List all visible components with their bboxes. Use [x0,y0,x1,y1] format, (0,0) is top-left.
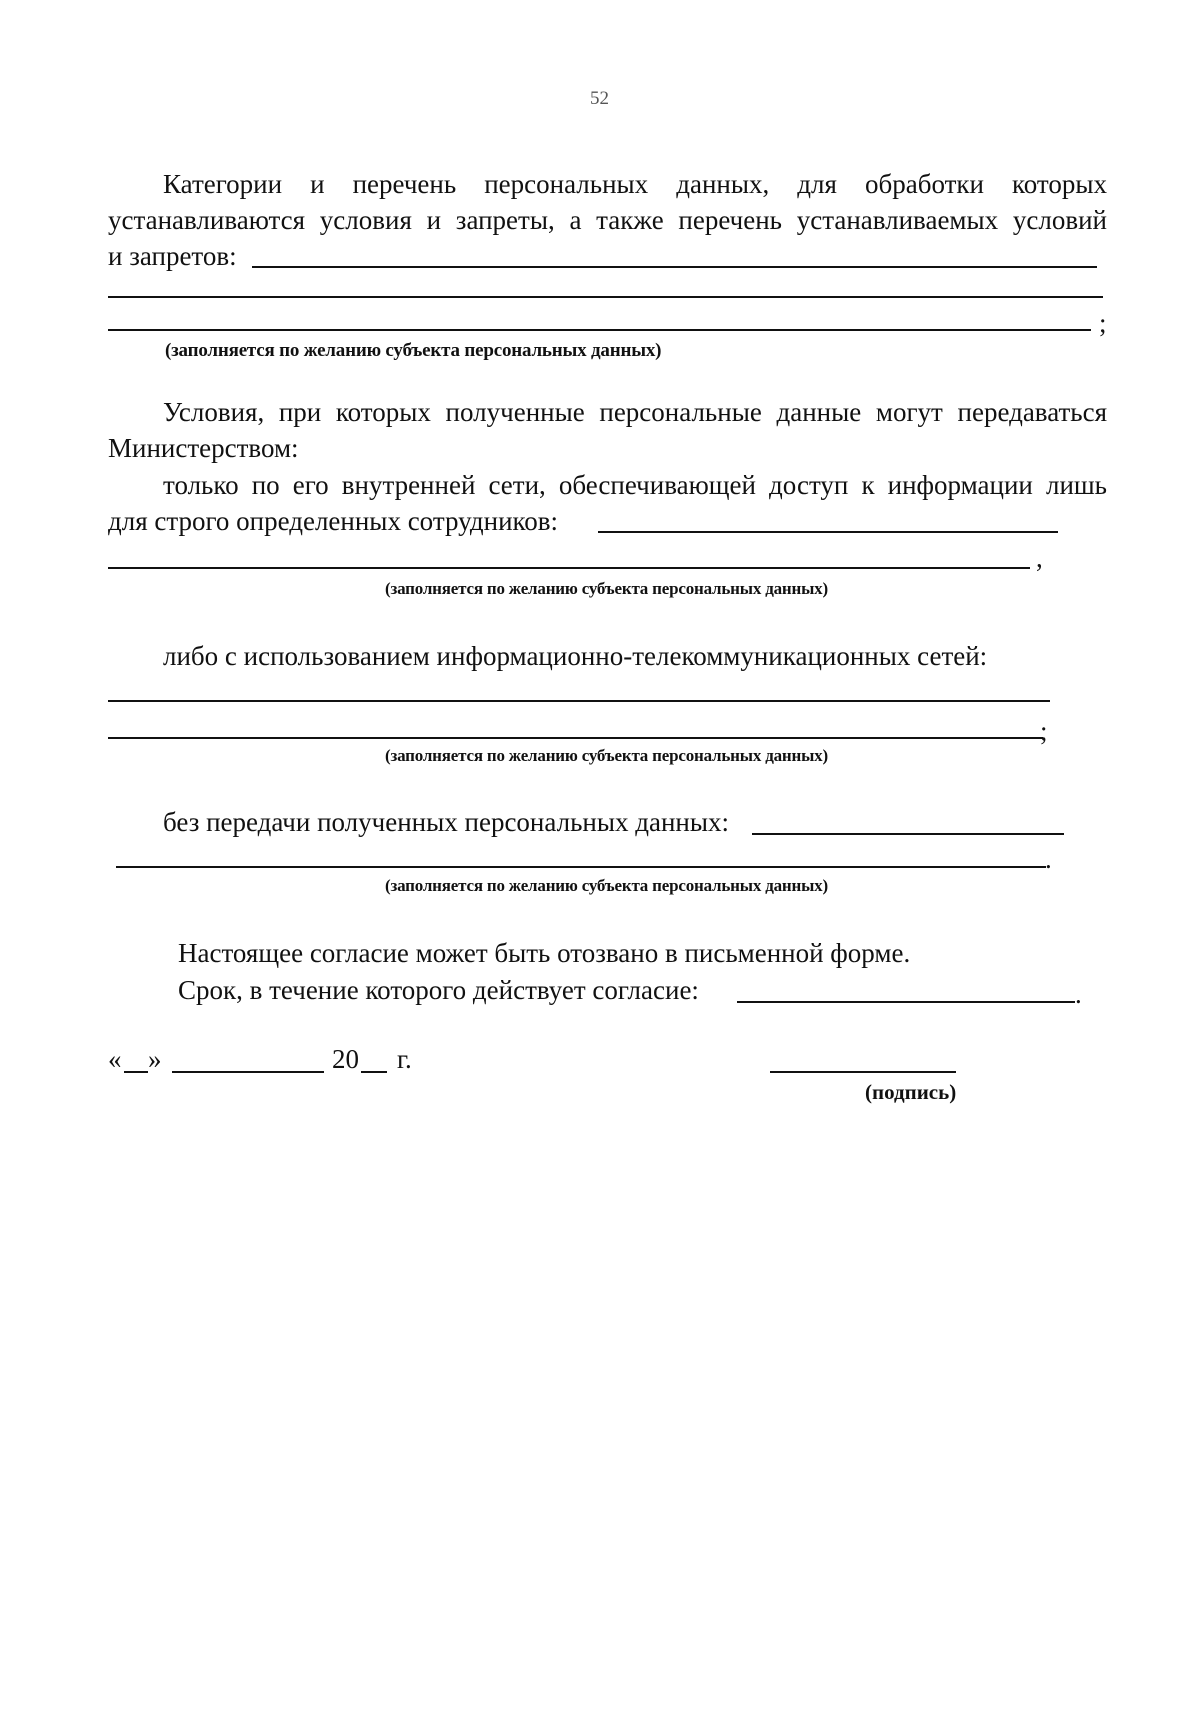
telecom-line-1: либо с использованием информационно-телекоммуникационных сетей: [163,641,988,671]
internal-network-end-punct: , [1036,543,1043,573]
no-transfer-fill-line-2[interactable] [116,866,1046,868]
categories-fill-line-2[interactable] [108,296,1103,298]
no-transfer-fill-line-1[interactable] [752,833,1064,835]
categories-line-3: и запретов: [108,241,237,271]
no-transfer-note: (заполняется по желанию субъекта персональных данных) [385,876,828,895]
categories-line-1: Категории и перечень персональных данных, для обработки которых [163,169,1107,199]
categories-fill-line-1[interactable] [252,266,1097,268]
telecom-end-punct: ; [1040,716,1048,746]
validity-term-end-punct: . [1075,979,1082,1009]
date-year-prefix: 20 [332,1044,359,1074]
date-day-fill-line[interactable] [124,1071,148,1073]
date-quote-close: » [148,1044,162,1074]
date-quote-open: « [108,1044,122,1074]
validity-term-label: Срок, в течение которого действует согласие: [178,975,699,1005]
date-year-suffix: г. [397,1044,412,1074]
internal-network-fill-line-1[interactable] [598,531,1058,533]
internal-network-note: (заполняется по желанию субъекта персональных данных) [385,579,828,598]
conditions-line-3: только по его внутренней сети, обеспечивающей доступ к информации лишь [163,470,1107,500]
date-year-fill-line[interactable] [361,1071,387,1073]
categories-line-2: устанавливаются условия и запреты, а также перечень устанавливаемых условий [108,205,1107,235]
categories-note: (заполняется по желанию субъекта персональных данных) [165,340,662,361]
no-transfer-line-1: без передачи полученных персональных данных: [163,807,729,837]
categories-fill-line-3[interactable] [108,329,1091,331]
page-number: 52 [590,88,609,109]
telecom-fill-line-1[interactable] [108,700,1050,702]
date-month-fill-line[interactable] [172,1071,324,1073]
conditions-line-2: Министерством: [108,433,299,463]
telecom-note: (заполняется по желанию субъекта персональных данных) [385,746,828,765]
conditions-line-1: Условия, при которых полученные персональные данные могут передаваться [163,397,1107,427]
signature-label: (подпись) [865,1080,957,1104]
internal-network-fill-line-2[interactable] [108,567,1030,569]
validity-term-fill-line[interactable] [737,1001,1075,1003]
categories-end-punct: ; [1099,308,1107,338]
signature-fill-line[interactable] [770,1071,956,1073]
telecom-fill-line-2[interactable] [108,737,1043,739]
revocation-statement: Настоящее согласие может быть отозвано в письменной форме. [178,938,911,968]
no-transfer-end-punct: . [1045,844,1052,874]
conditions-line-4: для строго определенных сотрудников: [108,506,559,536]
